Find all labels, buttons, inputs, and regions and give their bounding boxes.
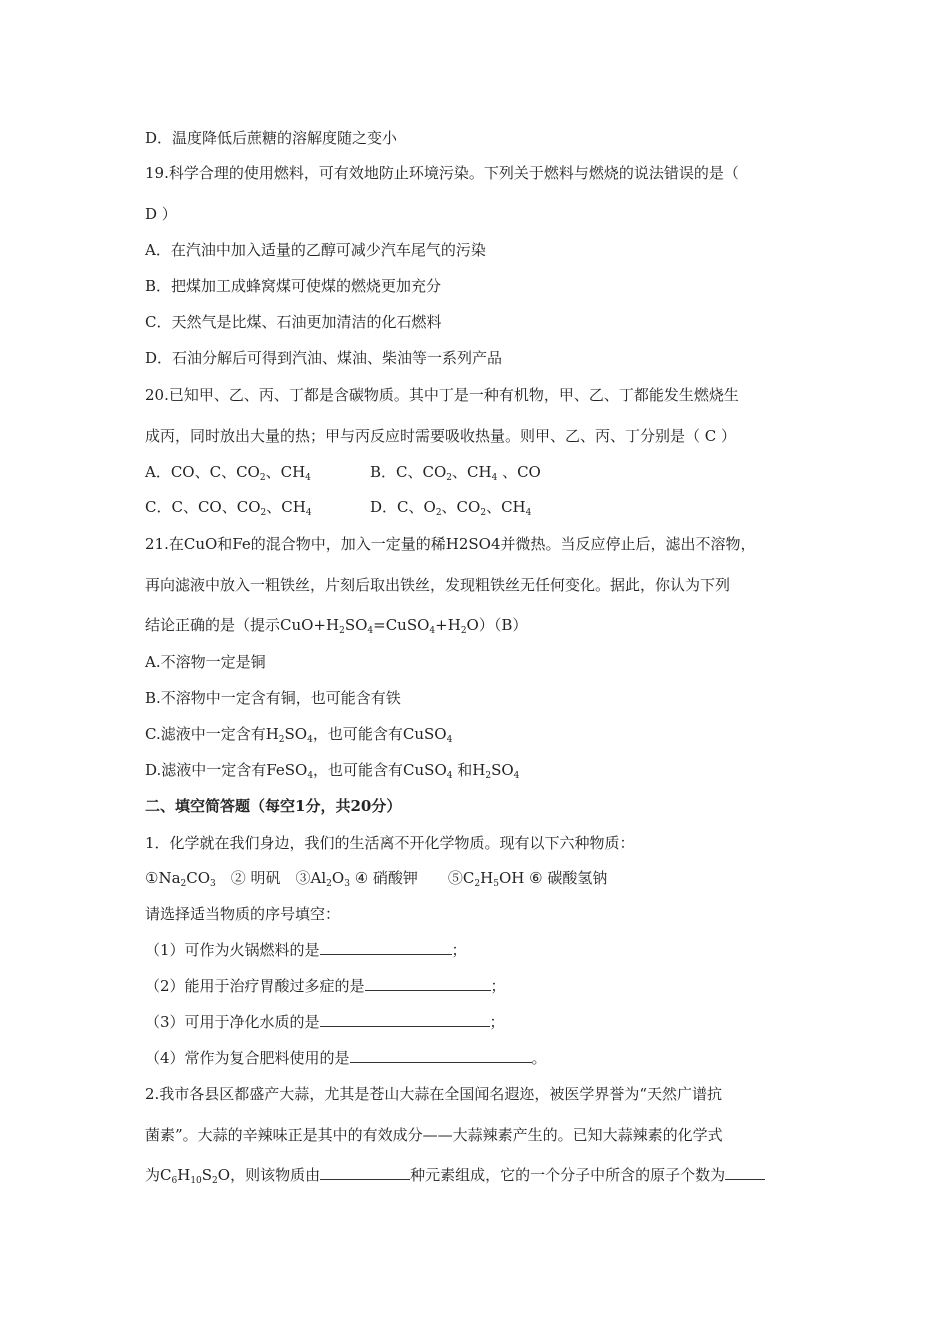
q20-option-c: C．C、CO、$CO_2$、$CH_4$: [145, 498, 312, 518]
q18-option-d: D．温度降低后蔗糖的溶解度随之变小: [145, 129, 398, 147]
answer-blank[interactable]: [350, 1048, 532, 1063]
q20-option-b: B．C、$CO_2$、$CH_4$ 、CO: [370, 463, 541, 483]
q19-option-b: B．把煤加工成蜂窝煤可使煤的燃烧更加充分: [145, 277, 442, 295]
q21-stem-line1: 21.在CuO和Fe的混合物中，加入一定量的稀H2SO4并微热。当反应停止后，滤出不溶物，: [145, 535, 756, 553]
answer-blank[interactable]: [320, 1165, 410, 1180]
q21-option-b: B.不溶物中一定含有铜，也可能含有铁: [145, 689, 401, 707]
fill1-q4: （4）常作为复合肥料使用的是 。: [145, 1049, 547, 1067]
q21-option-d: D.滤液中一定含有FeSO$_4$，也可能含有CuSO$_4$ 和$H_2SO_4$: [145, 761, 520, 781]
fill1-q3: （3）可用于净化水质的是 ；: [145, 1013, 505, 1031]
q21-stem-line3: 结论正确的是（提示$CuO+H_2SO_4=CuSO_4+H_2O)(B)$: [145, 616, 528, 636]
answer-blank[interactable]: [320, 940, 452, 955]
fill1-stem: 1．化学就在我们身边，我们的生活离不开化学物质。现有以下六种物质：: [145, 834, 635, 852]
fill1-materials: $①Na_2CO_3$ ② 明矾 $③Al_2O_3$ ④ 硝酸钾 $⑤C_2H_5OH$ ⑥ 碳酸氢钠: [145, 869, 608, 889]
q20-option-d: D．C、$O_2$、$CO_2$、$CH_4$: [370, 498, 532, 518]
q19-answer: D ）: [145, 205, 177, 223]
q20-stem-line2: 成丙，同时放出大量的热；甲与丙反应时需要吸收热量。则甲、乙、丙、丁分别是（ C ）: [145, 427, 737, 445]
fill2-stem-line2: 菌素”。大蒜的辛辣味正是其中的有效成分——大蒜辣素产生的。已知大蒜辣素的化学式: [145, 1126, 723, 1144]
fill1-prompt: 请选择适当物质的序号填空：: [145, 905, 341, 923]
q20-option-a: A．CO、C、$CO_2$、$CH_4$: [145, 463, 311, 483]
q19-option-d: D．石油分解后可得到汽油、煤油、柴油等一系列产品: [145, 349, 503, 367]
q21-option-c: C.滤液中一定含有$H_2SO_4$，也可能含有CuSO$_4$: [145, 725, 453, 745]
answer-blank[interactable]: [725, 1165, 765, 1180]
q19-stem: 19.科学合理的使用燃料，可有效地防止环境污染。下列关于燃料与燃烧的说法错误的是（: [145, 164, 739, 182]
q20-options-ab: [145, 462, 311, 482]
q21-stem-line2: 再向滤液中放入一粗铁丝，片刻后取出铁丝，发现粗铁丝无任何变化。据此，你认为下列: [145, 576, 731, 594]
q21-option-a: A.不溶物一定是铜: [145, 653, 266, 671]
fill1-q1: （1）可作为火锅燃料的是 ；: [145, 941, 467, 959]
fill2-stem-line3: 为$C_6H_{10}S_2O$，则该物质由 种元素组成，它的一个分子中所含的原子个数为: [145, 1165, 765, 1185]
q20-stem-line1: 20.已知甲、乙、丙、丁都是含碳物质。其中丁是一种有机物，甲、乙、丁都能发生燃烧生: [145, 386, 739, 404]
q19-option-c: C．天然气是比煤、石油更加清洁的化石燃料: [145, 313, 442, 331]
fill2-stem-line1: 2.我市各县区都盛产大蒜，尤其是苍山大蒜在全国闻名遐迩，被医学界誉为“天然广谱抗: [145, 1085, 722, 1103]
fill1-q2: （2）能用于治疗胃酸过多症的是 ；: [145, 977, 506, 995]
q19-option-a: A．在汽油中加入适量的乙醇可减少汽车尾气的污染: [145, 241, 486, 259]
answer-blank[interactable]: [320, 1012, 490, 1027]
answer-blank[interactable]: [365, 976, 491, 991]
section-title: 二、填空简答题（每空1分，共20分）: [145, 797, 402, 815]
